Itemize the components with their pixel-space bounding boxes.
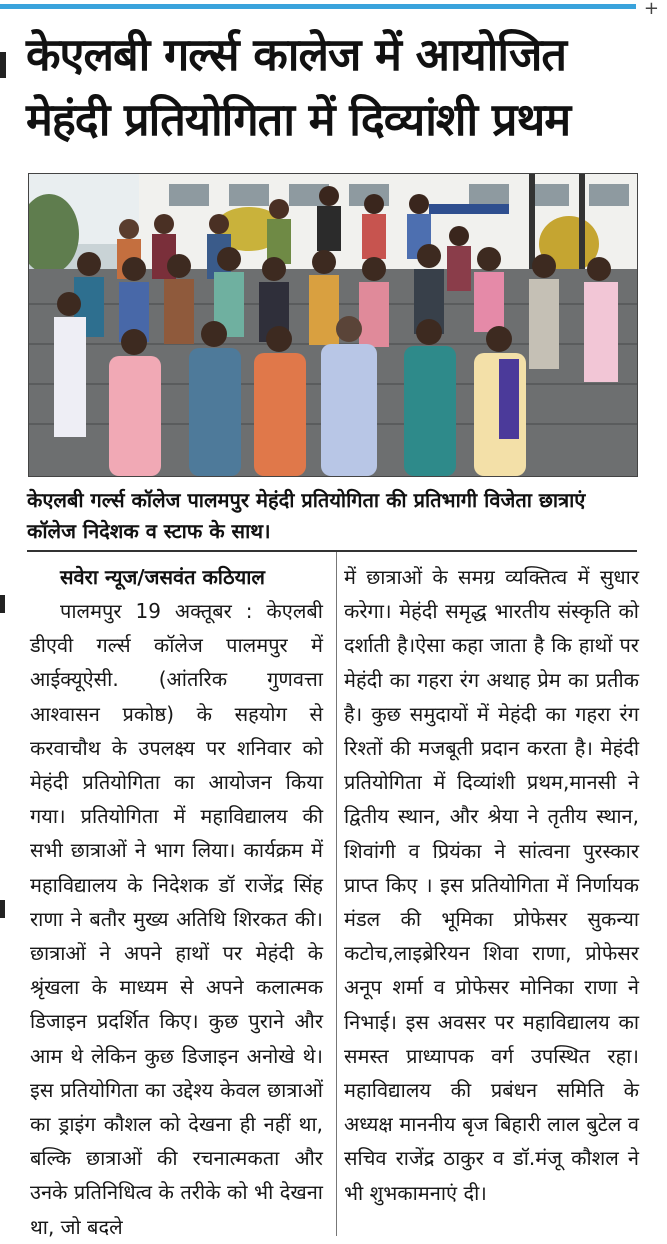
edge-mark xyxy=(0,900,5,918)
edge-mark xyxy=(0,595,5,613)
group-photo xyxy=(28,173,638,477)
headline-line-1: केएलबी गर्ल्स कालेज में आयोजित xyxy=(26,28,567,81)
byline: सवेरा न्यूज/जसवंत कठियाल xyxy=(60,565,265,589)
headline-line-2: मेहंदी प्रतियोगिता में दिव्यांशी प्रथम xyxy=(26,93,571,146)
caption-divider xyxy=(27,550,637,552)
column-divider xyxy=(336,552,337,1236)
group-photo-icon xyxy=(29,174,637,476)
article-body-right: में छात्राओं के समग्र व्यक्तित्व में सुधार करेगा। मेहंदी समृद्ध भारतीय संस्कृति को दर्शाती है।ऐसा कहा जाता है कि हाथों पर मेहंदी का गहरा रंग अथाह प्रेम का प्रतीक है। कुछ समुदायों में मेहंदी का गहरा रंग रिश्तों की मजबूती प्रदान करता है। मेहंदी प्रतियोगिता में दिव्यांशी प्रथम,मानसी ने द्वितीय स्थान, और श्रेया ने तृतीय स्थान, शिवांगी व प्रियंका ने सांत्वना पुरस्कार प्राप्त किए । इस प्रतियोगिता में निर्णायक मंडल की भूमिका प्रोफेसर सुकन्या कटोच,लाइब्रेरियन शिवा राणा, प्रोफेसर अनूप शर्मा व प्रोफेसर मोनिका राणा ने निभाई। इस अवसर पर महाविद्यालय का समस्त प्राध्यापक वर्ग उपस्थित रहा। महाविद्यालय की प्रबंधन समिति के अध्यक्ष माननीय बृज बिहारी लाल बुटेल व सचिव राजेंद्र ठाकुर व डॉ.मंजू कौशल ने भी शुभकामनाएं दी। xyxy=(344,565,639,1205)
headline xyxy=(26,22,646,152)
article-body-left: पालमपुर 19 अक्तूबर : केएलबी डीएवी गर्ल्स कॉलेज पालमपुर में आईक्यूऐसी. (आंतरिक गुणवत्ता आश्वासन प्रकोष्ठ) के सहयोग से करवाचौथ के उपलक्ष्य पर शनिवार को मेहंदी प्रतियोगिता का आयोजन किया गया। प्रतियोगिता में महाविद्यालय की सभी छात्राओं ने भाग लिया। कार्यक्रम में महाविद्यालय के निदेशक डॉ राजेंद्र सिंह राणा ने बतौर मुख्य अतिथि शिरकत की। छात्राओं ने अपने हाथों पर मेहंदी के श्रृंखला के माध्यम से अपने कलात्मक डिजाइन प्रदर्शित किए। कुछ पुराने और आम थे लेकिन कुछ डिजाइन अनोखे थे। इस प्रतियोगिता का उद्देश्य केवल छात्राओं का ड्राइंग कौशल को देखना ही नहीं था, बल्कि छात्राओं की रचनात्मकता और उनके प्रतिनिधित्व के तरीके को भी देखना था, जो बदले xyxy=(30,599,323,1239)
crop-mark-icon: + xyxy=(643,0,659,19)
photo-caption: केएलबी गर्ल्स कॉलेज पालमपुर मेहंदी प्रतियोगिता की प्रतिभागी विजेता छात्राएं कॉलेज निदेशक व स्टाफ के साथ। xyxy=(27,488,586,543)
top-rule xyxy=(0,4,636,9)
edge-mark xyxy=(0,52,6,78)
